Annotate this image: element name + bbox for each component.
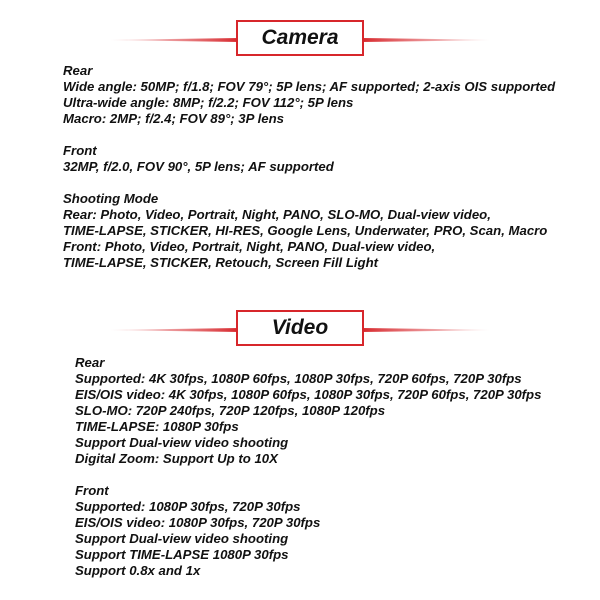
video-front-heading: Front [75, 483, 109, 498]
video-section [75, 355, 541, 579]
camera-title: Camera [261, 26, 339, 49]
video-rear-line: EIS/OIS video: 4K 30fps, 1080P 60fps, 1080P 30fps, 720P 60fps, 720P 30fps [75, 387, 542, 402]
video-front-line: EIS/OIS video: 1080P 30fps, 720P 30fps [75, 515, 321, 530]
video-header-left-rule [110, 328, 240, 332]
camera-front-heading: Front [63, 143, 97, 158]
camera-rear-heading: Rear [63, 63, 93, 78]
shooting-mode-heading: Shooting Mode [63, 191, 159, 206]
video-title: Video [271, 316, 329, 339]
shooting-mode-line: Front: Photo, Video, Portrait, Night, PANO, Dual-view video, [63, 239, 436, 254]
video-header-right-rule [360, 328, 490, 332]
camera-section [63, 63, 555, 271]
video-rear-line: TIME-LAPSE: 1080P 30fps [75, 419, 239, 434]
camera-rear-line: Ultra-wide angle: 8MP; f/2.2; FOV 112°; 5P lens [63, 95, 354, 110]
video-front-line: Support Dual-view video shooting [75, 531, 289, 546]
video-rear-line: Digital Zoom: Support Up to 10X [75, 451, 278, 466]
video-front-line: Support TIME-LAPSE 1080P 30fps [75, 547, 289, 562]
shooting-mode-line: TIME-LAPSE, STICKER, Retouch, Screen Fill Light [63, 255, 379, 270]
camera-front-line: 32MP, f/2.0, FOV 90°, 5P lens; AF supported [63, 159, 334, 174]
camera-title-box [236, 20, 364, 56]
video-rear-heading: Rear [75, 355, 105, 370]
video-header [0, 310, 600, 350]
video-front-line: Supported: 1080P 30fps, 720P 30fps [75, 499, 301, 514]
video-front-line: Support 0.8x and 1x [75, 563, 201, 578]
video-rear-line: SLO-MO: 720P 240fps, 720P 120fps, 1080P 120fps [75, 403, 386, 418]
camera-rear-line: Macro: 2MP; f/2.4; FOV 89°; 3P lens [63, 111, 284, 126]
video-title-box [236, 310, 364, 346]
camera-rear-line: Wide angle: 50MP; f/1.8; FOV 79°; 5P lens; AF supported; 2-axis OIS supported [63, 79, 556, 94]
camera-header-left-rule [110, 38, 240, 42]
video-rear-line: Supported: 4K 30fps, 1080P 60fps, 1080P 30fps, 720P 60fps, 720P 30fps [75, 371, 522, 386]
shooting-mode-line: TIME-LAPSE, STICKER, HI-RES, Google Lens, Underwater, PRO, Scan, Macro [63, 223, 548, 238]
camera-header-right-rule [360, 38, 490, 42]
video-rear-line: Support Dual-view video shooting [75, 435, 289, 450]
camera-header [0, 20, 600, 60]
shooting-mode-line: Rear: Photo, Video, Portrait, Night, PANO, SLO-MO, Dual-view video, [63, 207, 491, 222]
